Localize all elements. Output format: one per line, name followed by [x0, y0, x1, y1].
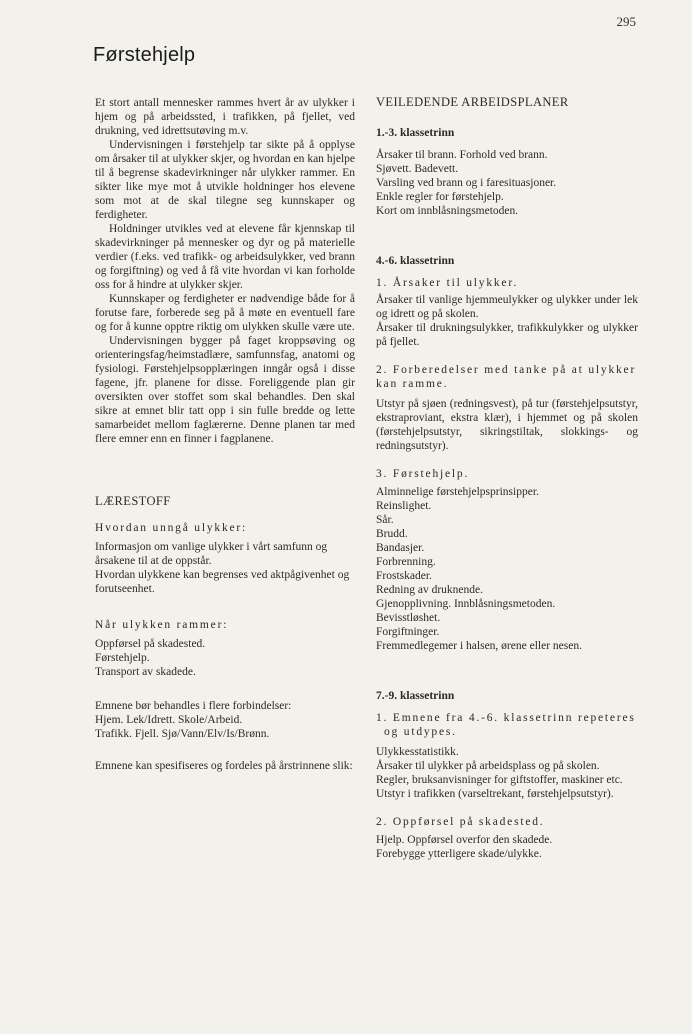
- list-item: Sår.: [376, 514, 394, 526]
- trinn-7-9-item-1-list: [376, 745, 638, 801]
- list-item: Årsaker til ulykker på arbeidsplass og på skolen.: [376, 760, 600, 772]
- trinn-7-9-item-2-list: [376, 833, 638, 861]
- list-item: Oppførsel på skadested.: [95, 638, 206, 650]
- list-item: Forbrenning.: [376, 556, 436, 568]
- list-item: Redning av druknende.: [376, 584, 483, 596]
- text-line: Trafikk. Fjell. Sjø/Vann/Elv/Is/Brønn.: [95, 728, 270, 740]
- list-item: Sjøvett. Badevett.: [376, 163, 459, 175]
- list-item: Førstehjelp.: [95, 652, 150, 664]
- emner-paragraph: [95, 699, 355, 741]
- subheading-avoid-accidents: Hvordan unngå ulykker:: [95, 522, 248, 534]
- text-line: Emnene bør behandles i flere forbindelser:: [95, 700, 292, 712]
- list-item: Brudd.: [376, 528, 408, 540]
- first-aid-topics-list: [376, 485, 638, 653]
- trinn-4-6-item-2-text: Utstyr på sjøen (redningsvest), på tur (førstehjelpsutstyr, ekstraproviant, ekstra klær), i hjemmet og på skolen (førstehjelpsutstyr, sikringstiltak, slokkings- og redningsutstyr).: [376, 398, 638, 452]
- trinn-7-9-item-2-heading: 2. Oppførsel på skadested.: [376, 816, 545, 828]
- intro-paragraph: Holdninger utvikles ved at elevene får kjennskap til skadevirkninger på mennesker og dyr og på materielle verdier (f.eks. ved trafikk- og arbeidsulykker, ved brann og forgiftning) og ved å få vite hvordan vi kan forholde oss for å hindre at ulykker skjer.: [95, 223, 355, 291]
- intro-paragraph: Undervisningen bygger på faget kroppsøving og orienteringsfag/heimstadlære, samfunnsfag, anatomi og fysiologi. Førstehjelpsopplæringen inngår også i disse fagene, jfr. planene for disse. Foreliggende plan gir oversikten over stoffet som skal behandles. Den skal sikre at emnet blir tatt opp i sin fulle bredde og lette samarbeidet mellom faglærerne. Denne planen tar med flere emner enn en finner i fagplanene.: [95, 335, 355, 445]
- list-item: Bevisstløshet.: [376, 612, 441, 624]
- closing-paragraph: Emnene kan spesifiseres og fordeles på årstrinnene slik:: [95, 760, 353, 772]
- left-column: [95, 96, 355, 773]
- list-item: Årsaker til brann. Forhold ved brann.: [376, 149, 548, 161]
- intro-paragraph: Kunnskaper og ferdigheter er nødvendige både for å forutse fare, forberede seg på å møte en eventuell fare og for å kunne opptre riktig om ulykken skulle være ute.: [95, 293, 355, 333]
- list-item: Transport av skadede.: [95, 666, 196, 678]
- list-item: Alminnelige førstehjelpsprinsipper.: [376, 486, 539, 498]
- trinn-4-6-title: 4.-6. klassetrinn: [376, 255, 455, 267]
- list-item: Hjelp. Oppførsel overfor den skadede.: [376, 834, 553, 846]
- intro-paragraph: Et stort antall mennesker rammes hvert år av ulykker i hjem og på arbeidssted, i trafikken, på fjellet, ved drukning, ved idrettsutøving m.v.: [95, 97, 355, 137]
- trinn-4-6-item-2-heading: 2. Forberedelser med tanke på at ulykker kan ramme.: [376, 364, 637, 390]
- text-line: Hjem. Lek/Idrett. Skole/Arbeid.: [95, 714, 243, 726]
- laerestoff-heading: LÆRESTOFF: [95, 494, 171, 508]
- list-item: Reinslighet.: [376, 500, 432, 512]
- trinn-4-6-item-1-text: [376, 293, 638, 349]
- avoid-accidents-text: [95, 540, 355, 596]
- right-column: [376, 95, 638, 861]
- trinn-1-3-list: [376, 148, 638, 218]
- list-item: Regler, bruksanvisninger for giftstoffer, maskiner etc.: [376, 774, 623, 786]
- list-item: Fremmedlegemer i halsen, ørene eller nesen.: [376, 640, 582, 652]
- trinn-1-3-title: 1.-3. klassetrinn: [376, 127, 455, 139]
- list-item: Frostskader.: [376, 570, 432, 582]
- section-heading: VEILEDENDE ARBEIDSPLANER: [376, 95, 569, 109]
- text-line: Informasjon om vanlige ulykker i vårt samfunn og årsakene til at de oppstår.: [95, 541, 328, 567]
- when-accident-list: [95, 637, 355, 679]
- list-item: Utstyr i trafikken (varseltrekant, førstehjelpsutstyr).: [376, 788, 614, 800]
- list-item: Forgiftninger.: [376, 626, 440, 638]
- list-item: Gjenopplivning. Innblåsningsmetoden.: [376, 598, 556, 610]
- text-line: Årsaker til drukningsulykker, trafikkulykker og ulykker på fjellet.: [376, 322, 638, 348]
- page-title: Førstehjelp: [93, 44, 196, 66]
- list-item: Forebygge ytterligere skade/ulykke.: [376, 848, 542, 860]
- intro-paragraph: Undervisningen i førstehjelp tar sikte på å opplyse om årsaker til at ulykker skjer, og hvordan en kan hjelpe til å begrense skadevirkninger når ulykker rammer. En sikter like mye mot å utvikle holdninger hos elevene som mot at de skal tilegne seg kunnskaper og ferdigheter.: [95, 139, 355, 221]
- list-item: Ulykkesstatistikk.: [376, 746, 459, 758]
- subheading-when-accident: Når ulykken rammer:: [95, 619, 229, 631]
- trinn-7-9-item-1-heading: 1. Emnene fra 4.-6. klassetrinn repeteres og utdypes.: [376, 712, 636, 738]
- list-item: Enkle regler for førstehjelp.: [376, 191, 504, 203]
- text-line: Årsaker til vanlige hjemmeulykker og ulykker under lek og idrett og på skolen.: [376, 294, 638, 320]
- trinn-4-6-item-1-heading: 1. Årsaker til ulykker.: [376, 277, 519, 289]
- list-item: Bandasjer.: [376, 542, 425, 554]
- list-item: Kort om innblåsningsmetoden.: [376, 205, 519, 217]
- text-line: Hvordan ulykkene kan begrenses ved aktpågivenhet og forutseenhet.: [95, 569, 350, 595]
- list-item: Varsling ved brann og i faresituasjoner.: [376, 177, 557, 189]
- page-number: 295: [616, 14, 636, 29]
- trinn-4-6-item-3-heading: 3. Førstehjelp.: [376, 468, 470, 480]
- trinn-7-9-title: 7.-9. klassetrinn: [376, 690, 455, 702]
